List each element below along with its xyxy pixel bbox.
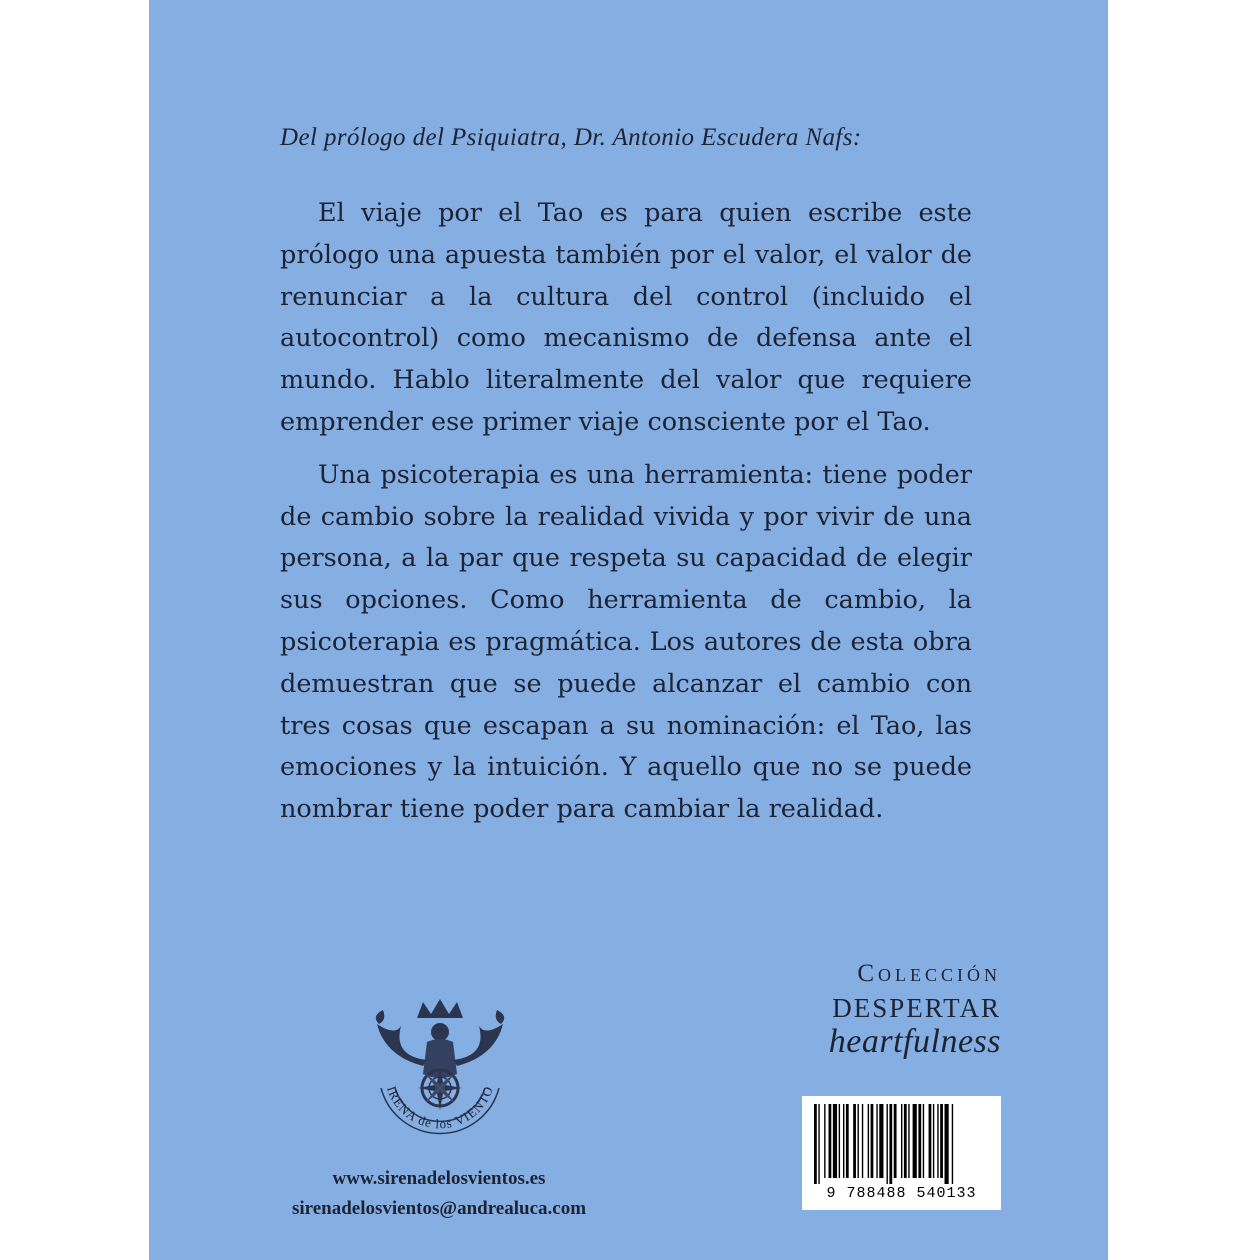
prologue-excerpt	[280, 193, 972, 842]
back-cover	[149, 0, 1108, 1260]
barcode-bar	[929, 1104, 932, 1178]
paragraph-1: El viaje por el Tao es para quien escribe este prólogo una apuesta también por el valor, el valor de renunciar a la cultura del control (incluido el autocontrol) como mecanismo de defensa ante el mundo. Hablo literalmente del valor que requiere emprender ese primer viaje consciente por el Tao.	[280, 198, 972, 437]
barcode-bar	[858, 1104, 859, 1178]
barcode-bar	[940, 1104, 943, 1178]
barcode-bar	[945, 1104, 949, 1184]
barcode-bar	[894, 1104, 897, 1178]
publisher-contact	[244, 1164, 634, 1224]
barcode-bar	[868, 1104, 869, 1178]
barcode-bar	[818, 1104, 819, 1184]
barcode-bar	[824, 1104, 825, 1178]
barcode-bar	[937, 1104, 938, 1178]
barcode-bar	[839, 1104, 840, 1178]
barcode-bar	[876, 1104, 877, 1178]
website-link[interactable]: www.sirenadelosvientos.es	[332, 1168, 546, 1189]
barcode-bar	[871, 1104, 874, 1178]
paragraph-2: Una psicoterapia es una herramienta: tiene poder de cambio sobre la realidad vivida y por vivir de una persona, a la par que respeta su capacidad de elegir sus opciones. Como herramienta de cambio, la psicoterapia es pragmática. Los autores de esta obra demuestran que se puede alcanzar el cambio con tres cosas que escapan a su nominación: el Tao, las emociones y la intuición. Y aquello que no se puede nombrar tiene poder para cambiar la realidad.	[280, 459, 972, 825]
barcode-bar	[918, 1104, 921, 1178]
barcode-bar	[833, 1104, 837, 1178]
barcode-bar	[901, 1104, 902, 1178]
barcode-bar	[904, 1104, 907, 1178]
mermaid-compass-seal-icon	[365, 996, 515, 1148]
barcode-bar	[879, 1104, 883, 1178]
barcode-bar	[913, 1104, 917, 1178]
barcode-bar	[952, 1104, 953, 1184]
barcode-bar	[853, 1104, 856, 1178]
isbn-barcode	[802, 1096, 1001, 1210]
collection-line-3: heartfulness	[828, 1023, 1001, 1060]
barcode-bars	[810, 1104, 993, 1184]
logo-text: IRENA de los VIENTO	[384, 1083, 497, 1132]
collection-label	[829, 957, 1001, 1059]
barcode-bar	[862, 1104, 863, 1178]
barcode-bar	[889, 1104, 892, 1184]
barcode-bar	[923, 1104, 924, 1178]
barcode-bar	[908, 1104, 909, 1178]
barcode-bar	[814, 1104, 817, 1184]
barcode-bar	[887, 1104, 888, 1184]
barcode-digits: 9 788488 540133	[826, 1185, 977, 1202]
barcode-bar	[933, 1104, 934, 1178]
barcode-bar	[829, 1104, 832, 1178]
barcode-bar	[846, 1104, 849, 1178]
collection-line-2: DESPERTAR	[832, 993, 1001, 1023]
collection-line-1: Colección	[857, 960, 1001, 987]
email-link[interactable]: sirenadelosvientos@andrealuca.com	[291, 1198, 587, 1219]
barcode-bar	[843, 1104, 844, 1178]
prologue-attribution: Del prólogo del Psiquiatra, Dr. Antonio Escudera Nafs:	[280, 124, 862, 151]
